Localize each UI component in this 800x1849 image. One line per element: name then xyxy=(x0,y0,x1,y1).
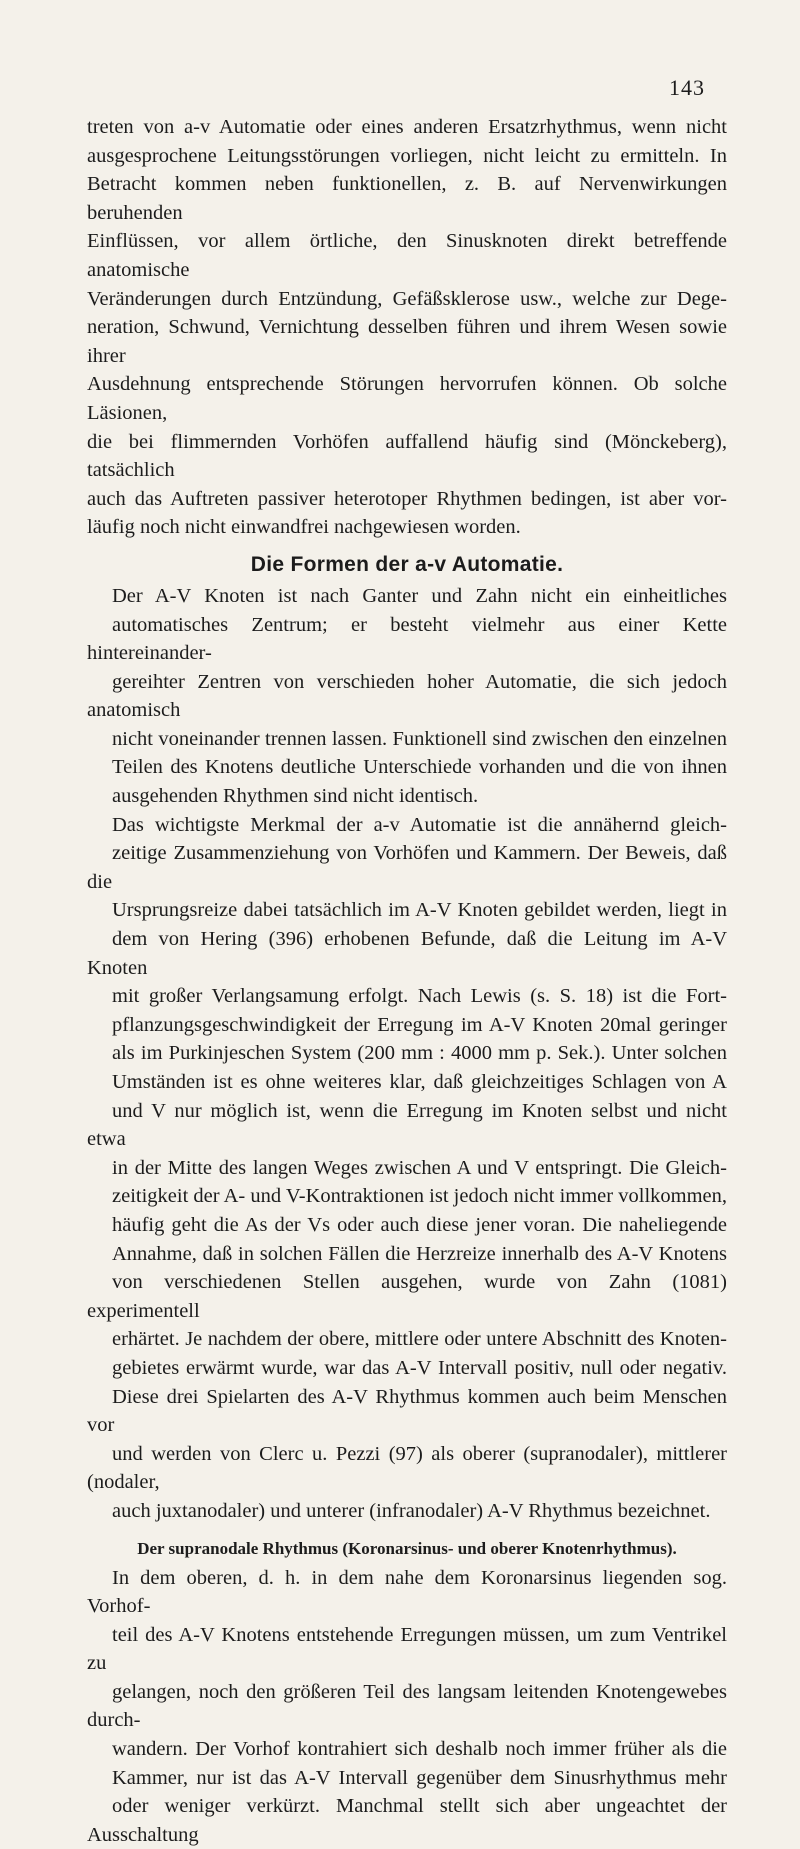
text-line: Das wichtigste Merkmal der a-v Automatie ist die annähernd gleich- xyxy=(87,811,727,840)
text-line: und werden von Clerc u. Pezzi (97) als oberer (supranodaler), mittlerer (nodaler, xyxy=(87,1440,727,1497)
text-line: wandern. Der Vorhof kontrahiert sich deshalb noch immer früher als die xyxy=(87,1735,727,1764)
text-line: Kammer, nur ist das A-V Intervall gegenüber dem Sinusrhythmus mehr xyxy=(87,1764,727,1793)
text-line: auch juxtanodaler) und unterer (infranodaler) A-V Rhythmus bezeichnet. xyxy=(87,1497,727,1526)
page-body xyxy=(87,113,727,1849)
paragraph-1 xyxy=(87,113,727,542)
text-line: gereihter Zentren von verschieden hoher Automatie, die sich jedoch anatomisch xyxy=(87,668,727,725)
text-line: teil des A-V Knotens entstehende Erregungen müssen, um zum Ventrikel zu xyxy=(87,1621,727,1678)
text-line: Veränderungen durch Entzündung, Gefäßsklerose usw., welche zur Dege- xyxy=(87,285,727,314)
text-line: erhärtet. Je nachdem der obere, mittlere oder untere Abschnitt des Knoten- xyxy=(87,1325,727,1354)
text-line: dem von Hering (396) erhobenen Befunde, daß die Leitung im A-V Knoten xyxy=(87,925,727,982)
text-line: automatisches Zentrum; er besteht vielmehr aus einer Kette hintereinander- xyxy=(87,611,727,668)
text-line: Umständen ist es ohne weiteres klar, daß gleichzeitiges Schlagen von A xyxy=(87,1068,727,1097)
section-heading: Die Formen der a-v Automatie. xyxy=(87,550,727,580)
paragraph-2 xyxy=(87,582,727,811)
text-line: Teilen des Knotens deutliche Unterschiede vorhanden und die von ihnen xyxy=(87,753,727,782)
text-line: Diese drei Spielarten des A-V Rhythmus kommen auch beim Menschen vor xyxy=(87,1383,727,1440)
text-line: Ausdehnung entsprechende Störungen hervorrufen können. Ob solche Läsionen, xyxy=(87,370,727,427)
text-line: nicht voneinander trennen lassen. Funktionell sind zwischen den einzelnen xyxy=(87,725,727,754)
page-number: 143 xyxy=(669,75,705,101)
text-line: als im Purkinjeschen System (200 mm : 4000 mm p. Sek.). Unter solchen xyxy=(87,1039,727,1068)
text-line: In dem oberen, d. h. in dem nahe dem Koronarsinus liegenden sog. Vorhof- xyxy=(87,1564,727,1621)
text-line: zeitigkeit der A- und V-Kontraktionen ist jedoch nicht immer vollkommen, xyxy=(87,1182,727,1211)
text-line: von verschiedenen Stellen ausgehen, wurde von Zahn (1081) experimentell xyxy=(87,1268,727,1325)
text-line: in der Mitte des langen Weges zwischen A und V entspringt. Die Gleich- xyxy=(87,1154,727,1183)
paragraph-3 xyxy=(87,811,727,1526)
subsection-heading: Der supranodale Rhythmus (Koronarsinus- und oberer Knotenrhythmus). xyxy=(87,1536,727,1562)
text-line: ausgesprochene Leitungsstörungen vorliegen, nicht leicht zu ermitteln. In xyxy=(87,142,727,171)
text-line: auch das Auftreten passiver heterotoper Rhythmen bedingen, ist aber vor- xyxy=(87,485,727,514)
text-line: oder weniger verkürzt. Manchmal stellt sich aber ungeachtet der Ausschaltung xyxy=(87,1792,727,1849)
text-line: Annahme, daß in solchen Fällen die Herzreize innerhalb des A-V Knotens xyxy=(87,1240,727,1269)
text-line: zeitige Zusammenziehung von Vorhöfen und Kammern. Der Beweis, daß die xyxy=(87,839,727,896)
text-line: und V nur möglich ist, wenn die Erregung im Knoten selbst und nicht etwa xyxy=(87,1097,727,1154)
text-line: ausgehenden Rhythmen sind nicht identisch. xyxy=(87,782,727,811)
text-line: Einflüssen, vor allem örtliche, den Sinusknoten direkt betreffende anatomische xyxy=(87,227,727,284)
text-line: neration, Schwund, Vernichtung desselben führen und ihrem Wesen sowie ihrer xyxy=(87,313,727,370)
text-line: die bei flimmernden Vorhöfen auffallend häufig sind (Mönckeberg), tatsächlich xyxy=(87,428,727,485)
paragraph-4 xyxy=(87,1564,727,1849)
text-line: Betracht kommen neben funktionellen, z. B. auf Nervenwirkungen beruhenden xyxy=(87,170,727,227)
text-line: Ursprungsreize dabei tatsächlich im A-V Knoten gebildet werden, liegt in xyxy=(87,896,727,925)
text-line: läufig noch nicht einwandfrei nachgewiesen worden. xyxy=(87,513,727,542)
text-line: treten von a-v Automatie oder eines anderen Ersatzrhythmus, wenn nicht xyxy=(87,113,727,142)
text-line: mit großer Verlangsamung erfolgt. Nach Lewis (s. S. 18) ist die Fort- xyxy=(87,982,727,1011)
text-line: gebietes erwärmt wurde, war das A-V Intervall positiv, null oder negativ. xyxy=(87,1354,727,1383)
text-line: häufig geht die As der Vs oder auch diese jener voran. Die naheliegende xyxy=(87,1211,727,1240)
text-line: Der A-V Knoten ist nach Ganter und Zahn nicht ein einheitliches xyxy=(87,582,727,611)
text-line: pflanzungsgeschwindigkeit der Erregung im A-V Knoten 20mal geringer xyxy=(87,1011,727,1040)
text-line: gelangen, noch den größeren Teil des langsam leitenden Knotengewebes durch- xyxy=(87,1678,727,1735)
